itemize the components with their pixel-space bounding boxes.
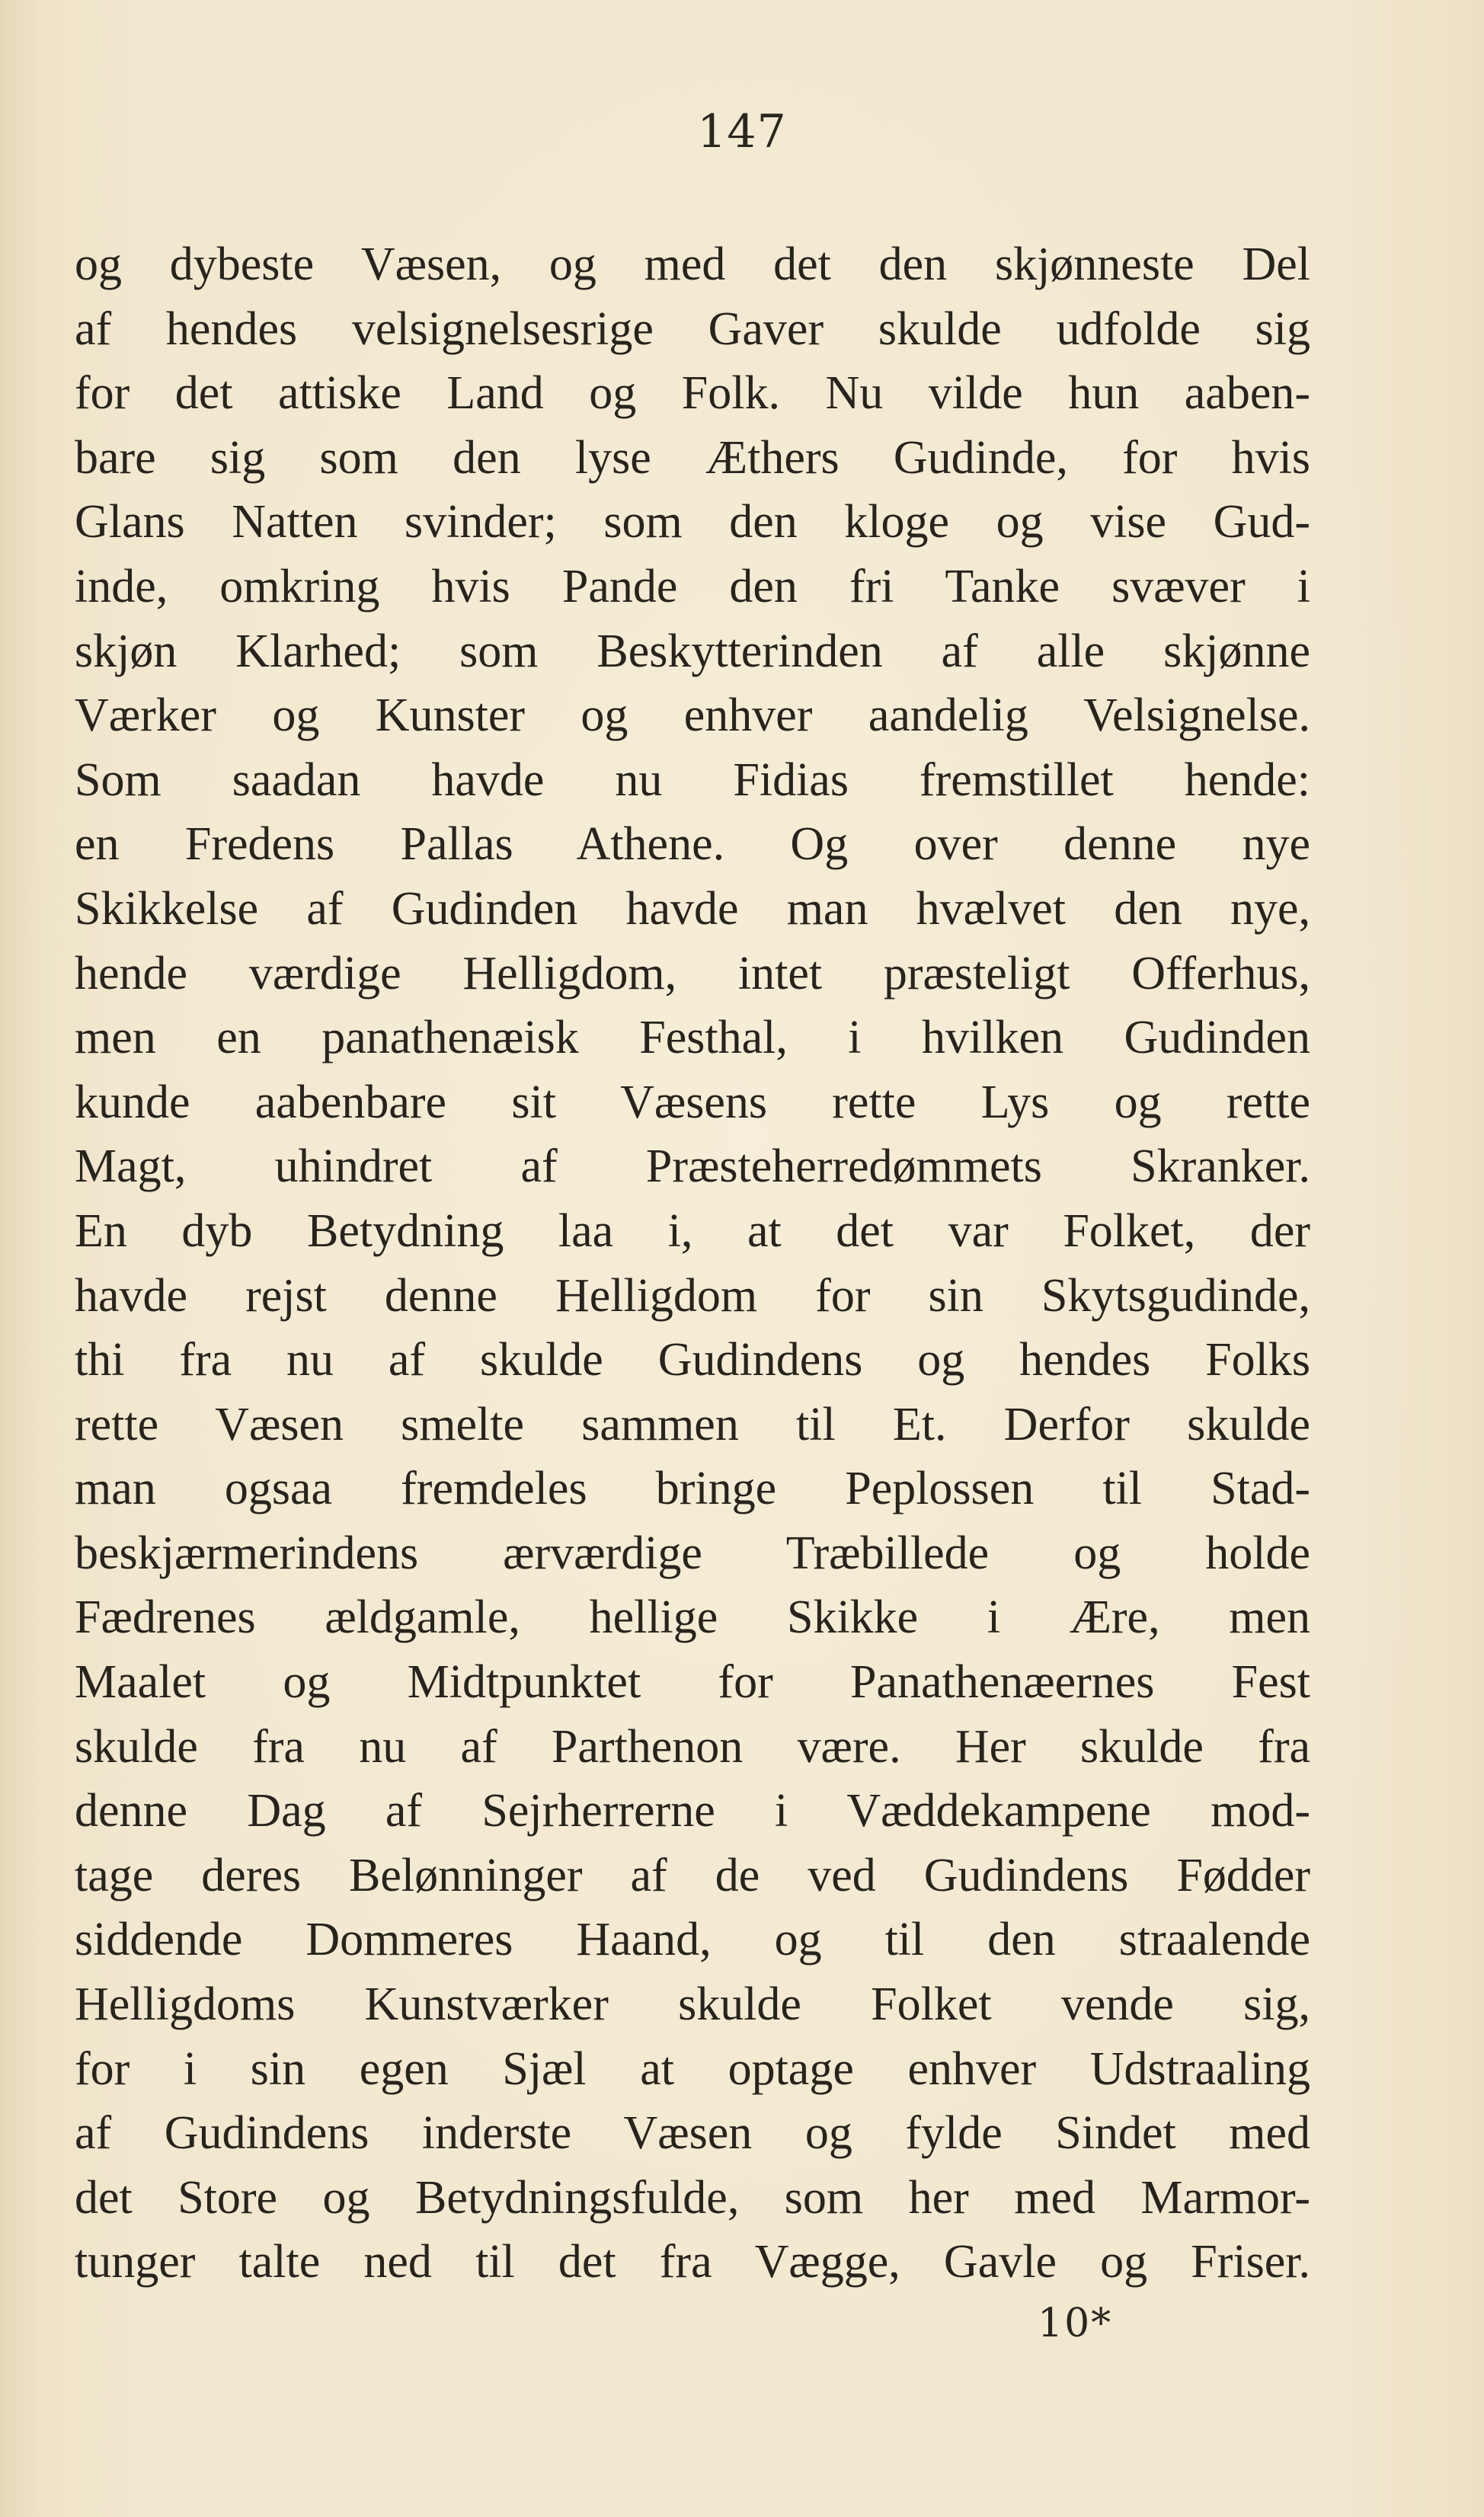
text-line: inde, omkring hvis Pande den fri Tanke svæver i — [75, 560, 1310, 612]
text-line: Glans Natten svinder; som den kloge og vise Gud- — [75, 496, 1310, 548]
text-line: tunger talte ned til det fra Vægge, Gavle og Friser. — [75, 2236, 1310, 2288]
text-line: beskjærmerindens ærværdige Træbillede og holde — [75, 1527, 1310, 1579]
signature-mark: 10* — [1038, 2301, 1113, 2346]
text-line: en Fredens Pallas Athene. Og over denne nye — [75, 818, 1310, 871]
text-line: Værker og Kunster og enhver aandelig Velsignelse. — [75, 689, 1310, 742]
text-line: men en panathenæisk Festhal, i hvilken Gudinden — [75, 1012, 1310, 1064]
text-line: kunde aabenbare sit Væsens rette Lys og rette — [75, 1076, 1310, 1128]
text-line: for i sin egen Sjæl at optage enhver Udstraaling — [75, 2042, 1310, 2095]
text-line: skulde fra nu af Parthenon være. Her skulde fra — [75, 1720, 1310, 1773]
text-line: En dyb Betydning laa i, at det var Folket, der — [75, 1204, 1310, 1257]
text-line: thi fra nu af skulde Gudindens og hendes Folks — [75, 1334, 1310, 1386]
text-line: og dybeste Væsen, og med det den skjønneste Del — [75, 238, 1310, 290]
text-line: Helligdoms Kunstværker skulde Folket vende sig, — [75, 1978, 1310, 2031]
body-text — [75, 232, 1310, 2295]
text-line: skjøn Klarhed; som Beskytterinden af alle skjønne — [75, 625, 1310, 677]
text-line: det Store og Betydningsfulde, som her med Marmor- — [75, 2171, 1310, 2224]
text-line: af hendes velsignelsesrige Gaver skulde udfolde sig — [75, 302, 1310, 355]
text-line: bare sig som den lyse Æthers Gudinde, for hvis — [75, 431, 1310, 484]
text-line: havde rejst denne Helligdom for sin Skytsgudinde, — [75, 1269, 1310, 1322]
text-line: tage deres Belønninger af de ved Gudindens Fødder — [75, 1849, 1310, 1901]
text-line: denne Dag af Sejrherrerne i Væddekampene mod- — [75, 1785, 1310, 1837]
text-line: Som saadan havde nu Fidias fremstillet hende: — [75, 753, 1310, 806]
text-line: man ogsaa fremdeles bringe Peplossen til Stad- — [75, 1463, 1310, 1515]
text-line: Skikkelse af Gudinden havde man hvælvet den nye, — [75, 882, 1310, 935]
text-line: rette Væsen smelte sammen til Et. Derfor skulde — [75, 1398, 1310, 1450]
text-line: hende værdige Helligdom, intet præsteligt Offerhus, — [75, 947, 1310, 999]
page-number: 147 — [697, 105, 787, 158]
text-line: siddende Dommeres Haand, og til den straalende — [75, 1914, 1310, 1966]
text-line: Fædrenes ældgamle, hellige Skikke i Ære, men — [75, 1591, 1310, 1644]
text-line: Maalet og Midtpunktet for Panathenæernes Fest — [75, 1656, 1310, 1709]
text-line: for det attiske Land og Folk. Nu vilde hun aaben- — [75, 367, 1310, 420]
text-line: af Gudindens inderste Væsen og fylde Sindet med — [75, 2107, 1310, 2160]
text-line: Magt, uhindret af Præsteherredømmets Skranker. — [75, 1140, 1310, 1193]
